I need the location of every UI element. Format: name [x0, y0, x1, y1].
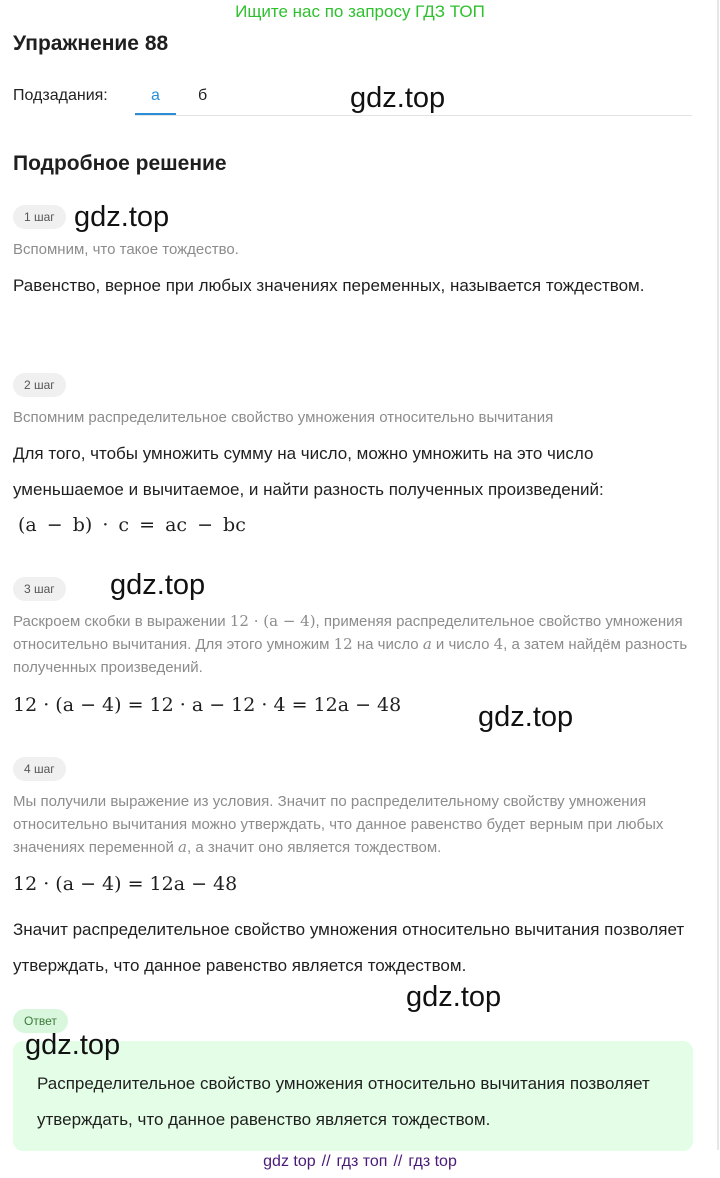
footer-link[interactable]: gdz top	[263, 1153, 316, 1170]
page-border	[717, 0, 719, 1150]
tabs-divider	[135, 115, 692, 116]
footer-link[interactable]: гдз top	[408, 1153, 457, 1170]
step-hint: Вспомним, что такое тождество.	[13, 241, 239, 258]
step-badge: 3 шаг	[13, 577, 66, 601]
watermark: gdz.top	[406, 981, 502, 1013]
page-title: Упражнение 88	[13, 32, 169, 55]
answer-text: Распределительное свойство умножения относительно вычитания позволяет утверждать, что данное равенство является тождеством.	[37, 1074, 650, 1129]
step-text: Равенство, верное при любых значениях переменных, называется тождеством.	[13, 276, 645, 295]
step-badge: 2 шаг	[13, 373, 66, 397]
step-text: Для того, чтобы умножить сумму на число, можно умножить на это число уменьшаемое и вычитаемое, и найти разность полученных произведений:	[13, 444, 604, 499]
step-badge: 1 шаг	[13, 205, 66, 229]
footer-link[interactable]: гдз топ	[336, 1153, 388, 1170]
footer-separator: //	[393, 1153, 403, 1170]
tab-subtask-a[interactable]: а	[151, 87, 160, 104]
footer-separator: //	[321, 1153, 331, 1170]
step-hint: Мы получили выражение из условия. Значит по распределительному свойству умножения относительно вычитания можно утверждать, что данное равенство будет верным при любых значениях переменной a, а значит оно является тождеством.	[13, 793, 664, 856]
tab-subtask-b[interactable]: б	[198, 87, 208, 104]
step-text: Значит распределительное свойство умножения относительно вычитания позволяет утверждать, что данное равенство является тождеством.	[13, 920, 685, 975]
formula: 12 · (a − 4) = 12 · a − 12 · 4 = 12a − 48	[13, 694, 402, 716]
watermark: gdz.top	[110, 569, 206, 601]
watermark: gdz.top	[350, 82, 446, 114]
subtasks-label: Подзадания:	[13, 87, 108, 104]
formula: (a − b) · c = ac − bc	[18, 514, 246, 536]
section-title: Подробное решение	[13, 152, 227, 175]
formula: 12 · (a − 4) = 12a − 48	[13, 873, 238, 895]
step-badge: 4 шаг	[13, 757, 66, 781]
search-banner: Ищите нас по запросу ГДЗ ТОП	[235, 2, 485, 21]
step-hint: Вспомним распределительное свойство умножения относительно вычитания	[13, 409, 554, 426]
watermark: gdz.top	[478, 701, 574, 733]
watermark: gdz.top	[74, 201, 170, 233]
answer-badge: Ответ	[13, 1009, 68, 1033]
step-hint: Раскроем скобки в выражении 12 · (a − 4), применяя распределительное свойство умножения относительно вычитания. Для этого умножим 12 на число a и число 4, а затем найдём разность полученных произведений.	[13, 612, 688, 676]
watermark: gdz.top	[25, 1029, 121, 1061]
footer-links	[0, 1153, 720, 1171]
